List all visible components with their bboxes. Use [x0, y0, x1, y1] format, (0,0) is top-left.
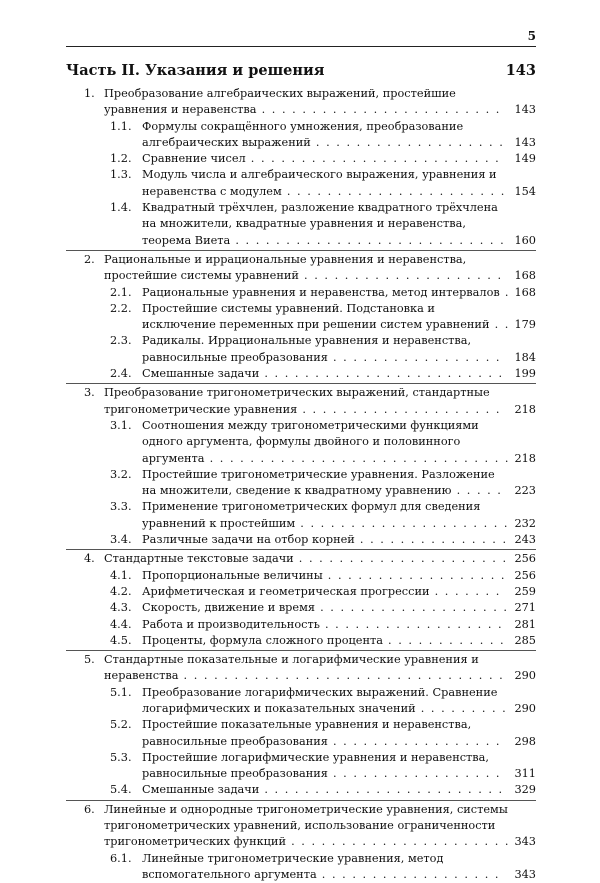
toc-section-title: Стандартные показательные и логарифмические уравнения и неравенства	[104, 653, 479, 683]
toc-subsection[interactable]	[66, 584, 536, 600]
toc-subsection-number: 4.4.	[110, 617, 132, 631]
toc-subsection-title: Арифметическая и геометрическая прогрессии	[142, 584, 430, 598]
toc-section-number: 5.	[84, 653, 95, 667]
toc-subsection-title: Проценты, формула сложного процента	[142, 633, 383, 647]
toc-subsection[interactable]	[66, 600, 536, 616]
toc-section-title: Преобразование алгебраических выражений, простейшие уравнения и неравенства	[104, 87, 456, 117]
toc-subsection[interactable]	[66, 717, 536, 750]
toc-section-number: 1.	[84, 87, 95, 100]
toc-section[interactable]	[66, 385, 536, 418]
dot-leader: . . . . . . . . . . . . . . . . . . . . . . . . . . . . . . . .	[178, 669, 505, 683]
toc-subsection-number: 4.5.	[110, 633, 132, 647]
toc-subsection-page: 232	[514, 516, 536, 530]
dot-leader: . . . . . . . . . . . . . . . . .	[327, 350, 501, 364]
toc-subsection-page: 223	[514, 484, 536, 498]
toc-subsection[interactable]	[66, 333, 536, 366]
toc-subsection-number: 2.1.	[110, 285, 132, 299]
toc-subsection-title: Различные задачи на отбор корней	[142, 533, 355, 547]
section-divider	[66, 650, 536, 651]
toc-subsection-number: 3.4.	[110, 533, 132, 547]
dot-leader: . . . . . . .	[429, 584, 501, 598]
toc-subsection-title: Радикалы. Иррациональные уравнения и неравенства, равносильные преобразования	[142, 334, 472, 364]
toc-subsection-number: 4.3.	[110, 601, 132, 615]
toc-subsection[interactable]	[66, 119, 536, 152]
part-page: 143	[505, 62, 536, 79]
toc-section-title: Стандартные текстовые задачи	[104, 552, 294, 566]
toc-section-number: 2.	[84, 252, 95, 266]
toc-subsection[interactable]	[66, 301, 536, 334]
toc-subsection-page: 184	[514, 350, 536, 364]
toc-subsection[interactable]	[66, 851, 536, 883]
toc-subsection-number: 2.4.	[110, 367, 132, 381]
dot-leader: . . . . . . . . . . . . . . . . . . . . . .	[285, 835, 510, 849]
toc-subsection-number: 5.2.	[110, 718, 132, 732]
toc-section-number: 4.	[84, 552, 95, 566]
dot-leader: . . . . . . . . . . . . . . . . . . . . . . . .	[256, 103, 501, 117]
table-of-contents	[66, 86, 536, 883]
section-divider	[66, 800, 536, 801]
toc-subsection-page: 259	[514, 584, 536, 598]
toc-subsection[interactable]	[66, 782, 536, 798]
dot-leader: . . . . . . . . . . . . . . . . . . . . .	[295, 516, 510, 530]
dot-leader: . . . . .	[451, 484, 503, 498]
dot-leader: . . . . . . . . . . . . . . . . . . . . . . . .	[259, 367, 504, 381]
toc-subsection[interactable]	[66, 167, 536, 200]
toc-subsection[interactable]	[66, 418, 536, 467]
toc-section-number: 6.	[84, 802, 95, 816]
toc-section-title: Преобразование тригонометрических выражений, стандартные тригонометрические уравнения	[104, 386, 490, 416]
toc-subsection-number: 4.2.	[110, 584, 132, 598]
toc-subsection-page: 343	[514, 867, 536, 881]
toc-subsection-number: 3.2.	[110, 467, 132, 481]
toc-section-page: 343	[514, 835, 536, 849]
toc-subsection-page: 281	[514, 617, 536, 631]
section-divider	[66, 383, 536, 384]
toc-subsection[interactable]	[66, 750, 536, 783]
toc-subsection-number: 5.3.	[110, 750, 132, 764]
toc-subsection[interactable]	[66, 366, 536, 382]
toc-subsection[interactable]	[66, 685, 536, 718]
toc-section-page: 218	[514, 402, 536, 416]
toc-subsection-page: 285	[514, 633, 536, 647]
toc-section[interactable]	[66, 86, 536, 119]
toc-subsection-number: 1.1.	[110, 119, 132, 133]
toc-subsection-page: 298	[514, 734, 536, 748]
toc-subsection[interactable]	[66, 499, 536, 532]
toc-subsection-page: 311	[514, 767, 536, 781]
toc-subsection-title: Рациональные уравнения и неравенства, метод интервалов	[142, 285, 500, 299]
toc-subsection-title: Линейные тригонометрические уравнения, метод вспомогательного аргумента	[142, 851, 444, 881]
toc-subsection-page: 271	[514, 601, 536, 615]
dot-leader: . . . . . . . . . . . . . . . . . .	[316, 867, 500, 881]
toc-subsection[interactable]	[66, 285, 536, 301]
toc-subsection-number: 3.1.	[110, 418, 132, 432]
toc-section-title: Рациональные и иррациональные уравнения и неравенства, простейшие системы уравнений	[104, 252, 467, 283]
dot-leader: . . . . . . . . . . . . . . . . .	[327, 767, 501, 781]
section-divider	[66, 250, 536, 251]
toc-subsection-title: Простейшие логарифмические уравнения и неравенства, равносильные преобразования	[142, 750, 489, 781]
page-number: 5	[527, 29, 536, 43]
toc-subsection-number: 4.1.	[110, 568, 132, 582]
toc-subsection-title: Преобразование логарифмических выражений. Сравнение логарифмических и показательных значений	[142, 685, 498, 715]
toc-subsection[interactable]	[66, 617, 536, 633]
toc-section[interactable]	[66, 252, 536, 285]
part-heading	[66, 62, 536, 79]
toc-subsection-page: 143	[514, 135, 536, 149]
toc-subsection-page: 243	[514, 533, 536, 547]
toc-section-page: 143	[514, 103, 536, 117]
toc-section-page: 290	[514, 669, 536, 683]
toc-subsection-page: 256	[514, 568, 536, 582]
toc-subsection-title: Простейшие показательные уравнения и неравенства, равносильные преобразования	[142, 718, 472, 748]
dot-leader: . . . . . . . . . . . . . . . . . . . . . . . . .	[245, 152, 501, 166]
part-title: Часть II. Указания и решения	[66, 62, 325, 79]
dot-leader: . . . . . . . . . . . . . . . . . . . . .	[293, 552, 508, 566]
dot-leader: . . . . . . . . . . . . . . . . . . . . . . . . . . . . . .	[204, 451, 510, 465]
toc-subsection-title: Смешанные задачи	[142, 367, 260, 381]
toc-subsection-title: Применение тригонометрических формул для сведения уравнений к простейшим	[142, 500, 481, 530]
toc-subsection-number: 2.3.	[110, 334, 132, 348]
toc-section[interactable]	[66, 551, 536, 567]
dot-leader: . . . . . . . . . . . . . . . . .	[327, 734, 501, 748]
toc-subsection-number: 1.3.	[110, 168, 132, 182]
running-head	[66, 26, 536, 47]
dot-leader: .	[499, 285, 510, 299]
toc-section-page: 168	[514, 269, 536, 283]
toc-subsection-number: 5.4.	[110, 783, 132, 797]
toc-subsection-title: Квадратный трёхчлен, разложение квадратного трёхчлена на множители, квадратные уравнения и неравенства, теорема Виета	[142, 201, 498, 247]
toc-subsection-number: 2.2.	[110, 301, 132, 315]
toc-subsection-title: Сравнение чисел	[142, 152, 246, 166]
toc-section-number: 3.	[84, 386, 95, 400]
toc-subsection-page: 179	[514, 318, 536, 332]
toc-subsection-title: Скорость, движение и время	[142, 601, 316, 615]
toc-subsection[interactable]	[66, 151, 536, 167]
toc-subsection-title: Работа и производительность	[142, 617, 320, 631]
toc-subsection-page: 154	[514, 184, 536, 198]
dot-leader: . . . . . . . . . . . . . . .	[354, 533, 508, 547]
toc-subsection-number: 6.1.	[110, 851, 132, 865]
toc-subsection-page: 199	[514, 367, 536, 381]
toc-subsection-number: 3.3.	[110, 500, 132, 514]
dot-leader: . . . . . . . . .	[415, 701, 508, 715]
dot-leader: . . . . . . . . . . . . . . . . . . . . . .	[281, 184, 506, 198]
toc-subsection-page: 218	[514, 451, 536, 465]
dot-leader: . . . . . . . . . . . . . . . . . . . .	[298, 269, 503, 283]
toc-section[interactable]	[66, 802, 536, 851]
dot-leader: . . . . . . . . . . . . . . . . . . . .	[297, 402, 501, 416]
toc-subsection-number: 1.4.	[110, 201, 132, 215]
dot-leader: . . . . . . . . . . . . . . . . . . . . . . . .	[259, 783, 504, 797]
toc-subsection-title: Формулы сокращённого умножения, преобразование алгебраических выражений	[142, 119, 464, 149]
toc-subsection[interactable]	[66, 568, 536, 584]
toc-section-page: 256	[514, 552, 536, 566]
toc-subsection-page: 149	[514, 152, 536, 166]
toc-subsection-page: 160	[514, 233, 536, 247]
dot-leader: . . . . . . . . . . . . . . . . . .	[319, 617, 504, 631]
toc-subsection-title: Модуль числа и алгебраического выражения, уравнения и неравенства с модулем	[142, 168, 497, 198]
dot-leader: . . . . . . . . . . . .	[382, 633, 506, 647]
toc-subsection-title: Смешанные задачи	[142, 783, 260, 797]
toc-subsection[interactable]	[66, 532, 536, 548]
toc-subsection[interactable]	[66, 467, 536, 500]
dot-leader: . . . . . . . . . . . . . . . . . . .	[310, 135, 505, 149]
toc-subsection-number: 1.2.	[110, 152, 132, 166]
dot-leader: . . . . . . . . . . . . . . . . . . . . . . . . . . .	[230, 233, 506, 247]
toc-section-title: Линейные и однородные тригонометрические уравнения, системы тригонометрических уравнений, использование ограниченности тригонометрических функций	[104, 802, 508, 849]
toc-subsection-title: Пропорциональные величины	[142, 568, 323, 582]
toc-subsection-page: 329	[514, 783, 536, 797]
toc-subsection-title: Простейшие тригонометрические уравнения. Разложение на множители, сведение к квадратному уравнению	[142, 467, 495, 498]
toc-subsection-page: 290	[514, 701, 536, 715]
toc-subsection-number: 5.1.	[110, 685, 132, 699]
dot-leader: . . . . . . . . . . . . . . . . . . .	[315, 601, 509, 615]
toc-subsection-title: Соотношения между тригонометрическими функциями одного аргумента, формулы двойного и половинного аргумента	[142, 418, 479, 465]
section-divider	[66, 549, 536, 550]
dot-leader: . . . . . . . . . . . . . . . . . .	[322, 568, 506, 582]
toc-subsection-page: 168	[514, 285, 536, 299]
toc-subsection[interactable]	[66, 200, 536, 249]
toc-subsection[interactable]	[66, 633, 536, 649]
dot-leader: . .	[489, 318, 510, 332]
toc-subsection-title: Простейшие системы уравнений. Подстановка и исключение переменных при решении систем уравнений	[142, 301, 490, 332]
toc-section[interactable]	[66, 652, 536, 685]
